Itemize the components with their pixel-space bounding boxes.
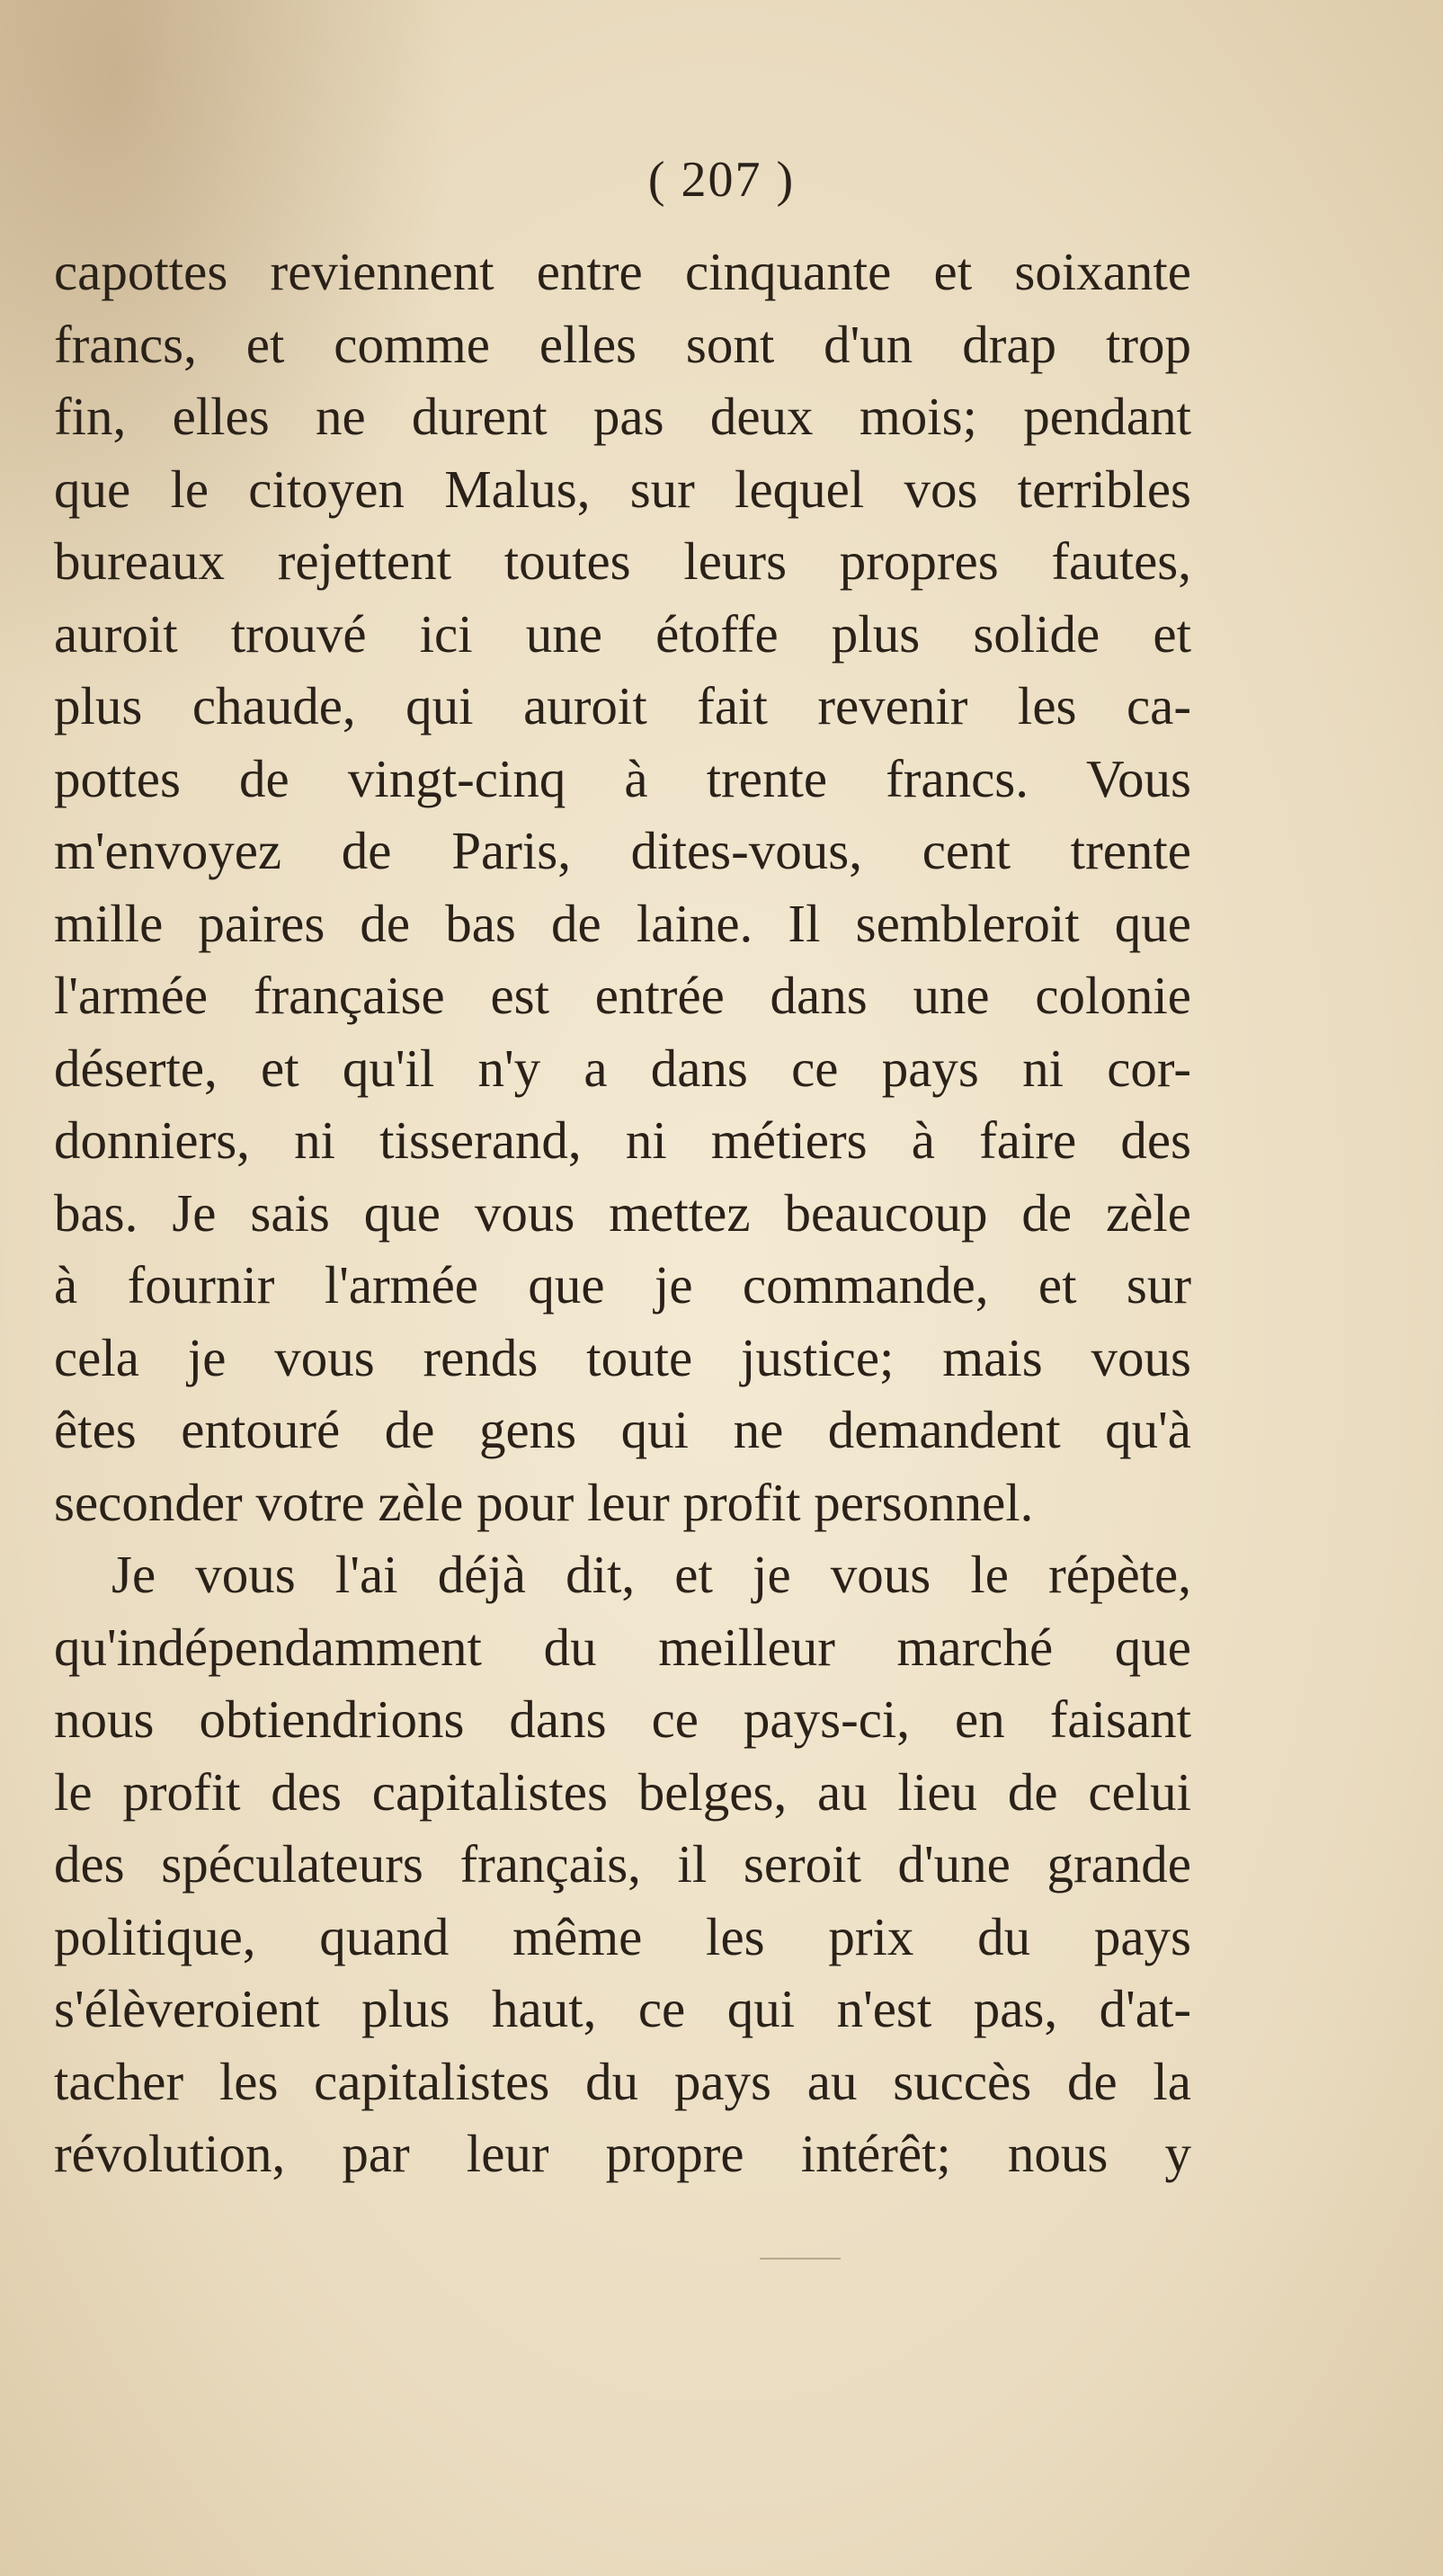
body-text	[54, 236, 1191, 2190]
text-line: tacher les capitalistes du pays au succès de la	[54, 2051, 1191, 2111]
text-line: cela je vous rends toute justice; mais vous	[54, 1327, 1191, 1387]
text-line: politique, quand même les prix du pays	[54, 1906, 1191, 1966]
text-line: nous obtiendrions dans ce pays-ci, en faisant	[54, 1689, 1191, 1749]
text-line: le profit des capitalistes belges, au lieu de celui	[54, 1761, 1191, 1822]
text-line: révolution, par leur propre intérêt; nous y	[54, 2124, 1191, 2183]
text-line: auroit trouvé ici une étoffe plus solide et	[54, 603, 1191, 664]
text-line: donniers, ni tisserand, ni métiers à faire des	[54, 1110, 1191, 1170]
text-line: seconder votre zèle pour leur profit personnel.	[54, 1472, 1034, 1532]
text-line: pottes de vingt-cinq à trente francs. Vous	[54, 748, 1191, 808]
text-line: fin, elles ne durent pas deux mois; pendant	[54, 387, 1191, 446]
text-line: des spéculateurs français, il seroit d'une grande	[54, 1834, 1191, 1894]
text-line: bureaux rejettent toutes leurs propres fautes,	[54, 531, 1191, 591]
text-line: m'envoyez de Paris, dites-vous, cent trente	[54, 821, 1191, 880]
text-line: à fournir l'armée que je commande, et sur	[54, 1255, 1191, 1315]
text-line: francs, et comme elles sont d'un drap trop	[54, 314, 1191, 374]
text-line: qu'indépendamment du meilleur marché que	[54, 1617, 1191, 1677]
text-line: bas. Je sais que vous mettez beaucoup de zèle	[54, 1182, 1191, 1243]
text-line: l'armée française est entrée dans une colonie	[54, 966, 1191, 1025]
text-line: s'élèveroient plus haut, ce qui n'est pas, d'at-	[54, 1979, 1191, 2038]
text-line: mille paires de bas de laine. Il sembleroit que	[54, 893, 1191, 953]
text-line: capottes reviennent entre cinquante et soixante	[54, 242, 1191, 301]
text-line: que le citoyen Malus, sur lequel vos terribles	[54, 459, 1191, 519]
text-line: déserte, et qu'il n'y a dans ce pays ni cor-	[54, 1038, 1191, 1098]
text-line: Je vous l'ai déjà dit, et je vous le répète,	[111, 1545, 1191, 1604]
text-line: plus chaude, qui auroit fait revenir les ca-	[54, 676, 1191, 735]
page-number: ( 207 )	[647, 152, 796, 208]
divider-rule	[760, 2258, 841, 2260]
text-line: êtes entouré de gens qui ne demandent qu'à	[54, 1400, 1191, 1459]
